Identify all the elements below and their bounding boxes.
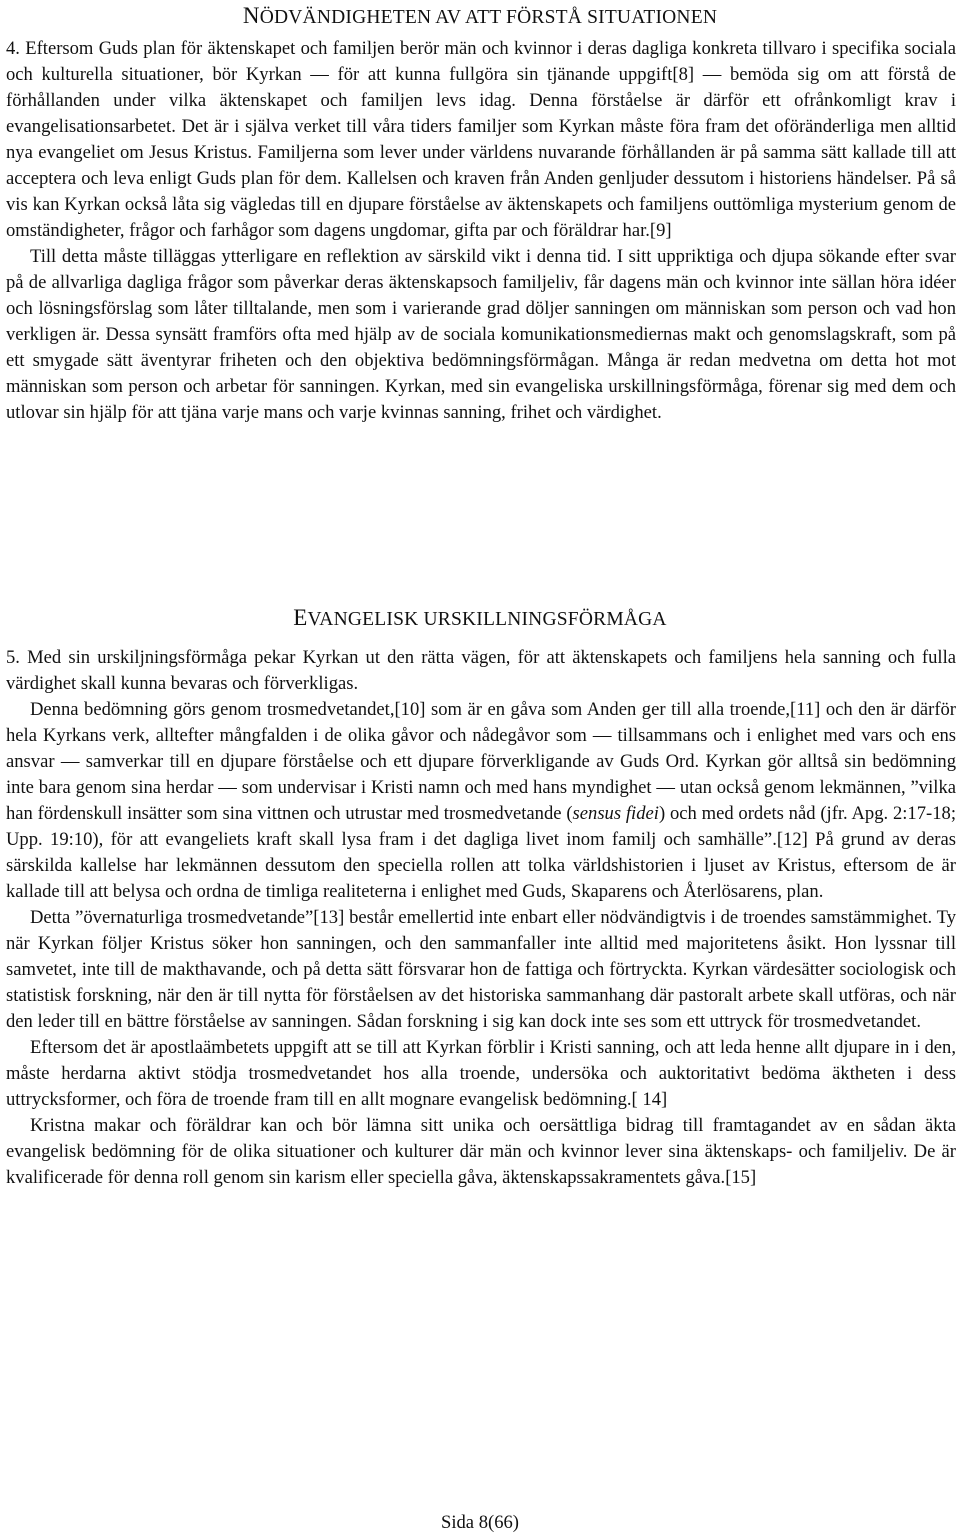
- paragraph-text: ) och med ordets nåd (jfr. Apg. 2:17-18; Upp. 19:10), för att evangeliets kraft skall lysa fram i det dagliga livet inom familj och samhälle”.[12] På grund av deras särskilda kallelse har lekmännen dessutom den speciella rollen att tolka världshistorien i ljuset av Kristus, eftersom de är kallade till att belysa och ordna de timliga realiteterna i enlighet med Guds, Skaparens och Återlösarens, plan.: [6, 803, 956, 902]
- section-5: [6, 645, 956, 1191]
- paragraph-apostolic-office: Eftersom det är apostlaämbetets uppgift att se till att Kyrkan förblir i Kristi sanning, och att leda henne allt djupare in i den, måste herdarna aktivt stödja trosmedvetandet hos alla troende, undersöka och auktoritativt bedöma äktheten i dess uttrycksformer, och föra de troende fram till en allt mognare evangelisk bedömning.[ 14]: [6, 1037, 956, 1110]
- latin-term: sensus fidei: [572, 803, 659, 824]
- paragraph-reflection: Till detta måste tilläggas ytterligare en reflektion av särskild vikt i denna tid. I sitt uppriktiga och djupa sökande efter svar på de allvarliga dagliga frågor som påverkar deras äktenskapsoch familjeliv, får dagens män och kvinnor inte sällan höra idéer och lösningsförslag som låter tilltalande, men som i varierande grad döljer sanningen om människan som person och vad hon verkligen är. Dessa synsätt framförs ofta med hjälp av de sociala komunikationsmediernas makt och genomslagskraft, som på ett smygade sätt äventyrar friheten och den objektiva bedömningsförmågan. Många är redan medvetna om detta hot mot människan som person och arbetar för sanningen. Kyrkan, med sin evangeliska urskillningsförmåga, förenar sig med dem och utlovar sin hjälp för att tjäna varje mans och varje kvinnas sanning, frihet och värdighet.: [6, 246, 956, 423]
- paragraph-spouses-parents: Kristna makar och föräldrar kan och bör lämna sitt unika och oersättliga bidrag till framtagandet av en sådan äkta evangelisk bedömning för de olika situationer och kulturer där män och kvinnor lever sina äktenskaps- och familjeliv. De är kvalificerade för denna roll genom sin karism eller speciella gåva, äktenskapssakramentets gåva.[15]: [6, 1115, 956, 1188]
- heading-initial: N: [242, 3, 260, 28]
- paragraph-judgement: [6, 697, 956, 905]
- paragraph-4: 4. Eftersom Guds plan för äktenskapet och familjen berör män och kvinnor i deras dagliga konkreta tillvaro i specifika sociala och kulturella situationer, bör Kyrkan — för att kunna fullgöra sin tjänande uppgift[8] — bemöda sig om att förstå de förhållanden under vilka äktenskapet och familjen levs idag. Denna förståelse är därför ett ofrånkomligt krav i evangelisationsarbetet. Det är i själva verket till våra tiders familjer som Kyrkan måste föra fram det oföränderliga men alltid nya evangeliet om Jesus Kristus. Familjerna som lever under världens nuvarande förhållanden är på samma sätt kallade till att acceptera och leva enligt Guds plan för dem. Kallelsen och kraven från Anden genljuder dessutom i historiens händelser. På så vis kan Kyrkan också låta sig vägledas till en djupare förståelse av äktenskapets och familjens outtömliga mysterium genom de omständigheter, frågor och farhågor som dagens ungdomar, gifta par och föräldrar har.[9]: [6, 38, 956, 241]
- paragraph-5: 5. Med sin urskiljningsförmåga pekar Kyrkan ut den rätta vägen, för att äktenskapets och familjens hela sanning och fulla värdighet skall kunna bevaras och förverkligas.: [6, 647, 956, 694]
- paragraph-text: Denna bedömning görs genom trosmedvetandet,[10] som är en gåva som Anden ger till alla troende,[11] och den är därför hela Kyrkans verk, alltefter mångfalden i de olika gåvor och nådegåvor som — tillsammans och i enlighet med vars och ens ansvar — samverkar till en djupare förståelse och ett djupare förverkligande av Guds Ord. Kyrkan gör alltså sin bedömning inte bara genom sina herdar — som undervisar i Kristi namn och med hans myndighet — utan också genom lekmännen, ”vilka han fördenskull insätter som sina vittnen och utrustar med trosmedvetande (: [6, 699, 956, 824]
- section-heading-situation: [0, 2, 960, 32]
- heading-rest: ÖDVÄNDIGHETEN AV ATT FÖRSTÅ SITUATIONEN: [259, 7, 718, 28]
- paragraph-supernatural-sense: Detta ”övernaturliga trosmedvetande”[13] består emellertid inte enbart eller nödvändigtvis i de troendes samstämmighet. Ty när Kyrkan följer Kristus söker hon sanningen, och den sammanfaller inte alltid med majoritetens åsikt. Hon lyssnar till samvetet, inte till de makthavande, och på detta sätt försvarar hon de fattiga och förtryckta. Kyrkan värdesätter sociologisk och statistisk forskning, när den är till nytta för förståelsen av det historiska sammanhang där pastoralt arbete skall utföras, och när den leder till en bättre förståelse av sanningen. Sådan forskning i sig kan dock inte ses som ett uttryck för trosmedvetandet.: [6, 907, 956, 1032]
- section-4: [6, 36, 956, 426]
- section-heading-discernment: [0, 604, 960, 634]
- heading-rest: VANGELISK URSKILLNINGSFÖRMÅGA: [307, 609, 667, 630]
- page-number: Sida 8(66): [441, 1512, 519, 1533]
- heading-initial: E: [293, 605, 308, 630]
